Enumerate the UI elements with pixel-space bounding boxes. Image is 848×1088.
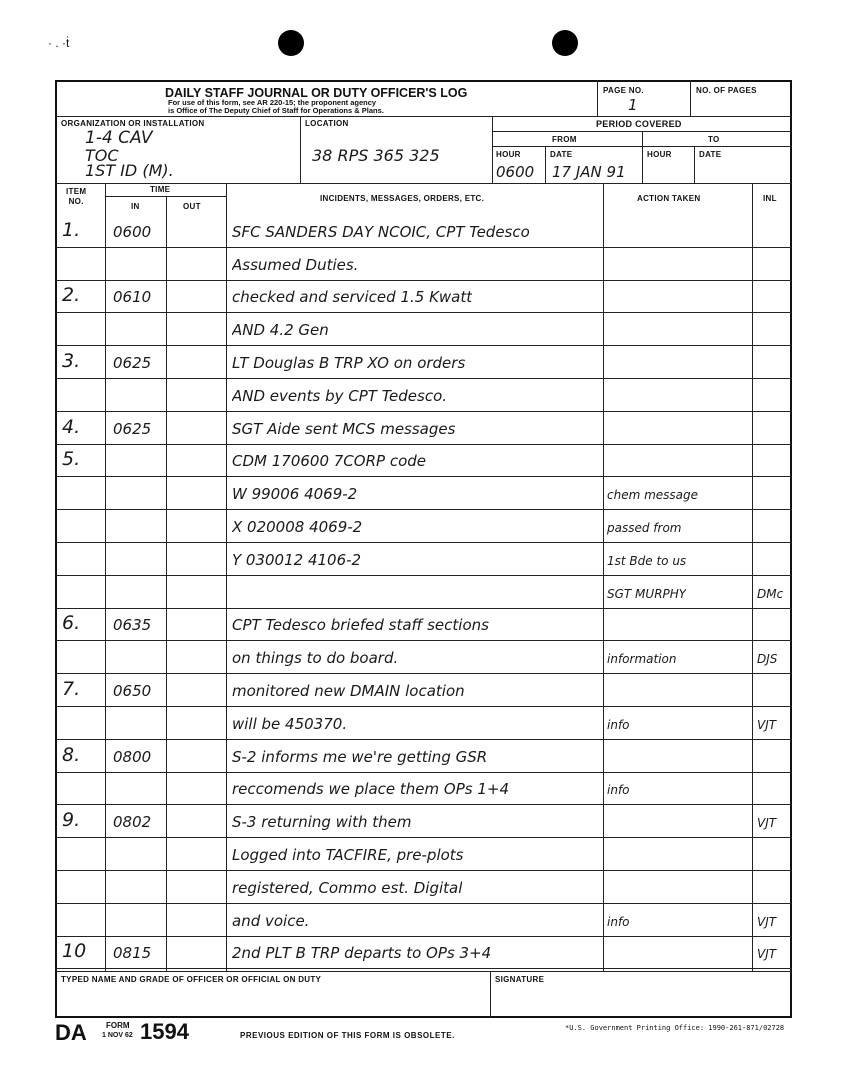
row-incident-text: Y 030012 4106-2	[232, 550, 362, 569]
row-time-in: 0815	[113, 944, 152, 963]
to-date-label: DATE	[699, 150, 722, 159]
row-item-no: 6.	[62, 612, 81, 635]
corner-marks: · . ·ṫ	[48, 36, 70, 50]
org-line-1: 1-4 CAV	[85, 128, 153, 148]
row-item-no: 2.	[62, 284, 81, 307]
col-in: IN	[131, 202, 140, 211]
row-incident-text: S-2 informs me we're getting GSR	[232, 747, 488, 766]
gpo-imprint: *U.S. Government Printing Office: 1990-261-871/02728	[565, 1024, 785, 1032]
row-incident-text: AND events by CPT Tedesco.	[232, 386, 448, 405]
row-incident-text: S-3 returning with them	[232, 813, 412, 832]
from-date-label: DATE	[550, 150, 573, 159]
signature-label: SIGNATURE	[495, 975, 545, 984]
row-item-no: 10	[62, 940, 87, 963]
form-subtitle-1: For use of this form, see AR 220-15; the proponent agency	[168, 98, 377, 107]
row-time-in: 0635	[113, 616, 152, 635]
to-label: TO	[708, 135, 720, 144]
row-item-no: 5.	[62, 448, 81, 471]
col-item-no	[66, 187, 86, 207]
form-word: FORM	[106, 1021, 130, 1030]
form-number: 1594	[140, 1019, 189, 1044]
col-item-label: ITEM NO.	[66, 187, 87, 206]
row-incident-text: will be 450370.	[232, 714, 348, 733]
org-line-2: TOC	[85, 146, 119, 165]
row-incident-text: reccomends we place them OPs 1+4	[232, 780, 509, 799]
row-action-taken: info	[607, 717, 630, 732]
row-incident-text: Logged into TACFIRE, pre-plots	[232, 846, 464, 864]
row-action-taken: chem message	[607, 488, 699, 503]
row-item-no: 9.	[62, 809, 81, 832]
row-item-no: 8.	[62, 743, 81, 766]
row-time-in: 0650	[113, 682, 152, 700]
col-out: OUT	[183, 202, 201, 211]
row-incident-text: SFC SANDERS DAY NCOIC, CPT Tedesco	[232, 222, 530, 241]
row-incident-text: W 99006 4069-2	[232, 485, 358, 504]
row-incident-text: 2nd PLT B TRP departs to OPs 3+4	[232, 944, 492, 963]
row-action-taken: 1st Bde to us	[607, 553, 687, 568]
row-incident-text: CDM 170600 7CORP code	[232, 452, 426, 471]
no-of-pages-label: NO. OF PAGES	[696, 86, 757, 95]
row-item-no: 4.	[62, 415, 81, 438]
row-item-no: 7.	[62, 678, 81, 700]
row-time-in: 0610	[113, 288, 152, 307]
form-subtitle-2: is Office of The Deputy Chief of Staff for Operations & Plans.	[168, 106, 384, 115]
col-action: ACTION TAKEN	[637, 194, 701, 203]
row-incident-text: LT Douglas B TRP XO on orders	[232, 354, 466, 372]
row-item-no: 1.	[62, 218, 81, 241]
period-covered-label: PERIOD COVERED	[596, 119, 682, 129]
to-hour-label: HOUR	[647, 150, 672, 159]
col-inl: INL	[763, 194, 777, 203]
typed-name-label: TYPED NAME AND GRADE OF OFFICER OR OFFICIAL ON DUTY	[61, 975, 322, 984]
from-hour-value: 0600	[496, 163, 535, 181]
row-initials: VJT	[757, 914, 777, 929]
row-time-in: 0625	[113, 354, 152, 372]
from-hour-label: HOUR	[496, 150, 521, 159]
row-action-taken: info	[607, 783, 630, 798]
row-action-taken: passed from	[607, 521, 682, 535]
row-incident-text: SGT Aide sent MCS messages	[232, 419, 456, 438]
form-prefix: DA	[55, 1020, 87, 1045]
form-date: 1 NOV 62	[102, 1032, 133, 1039]
row-item-no: 3.	[62, 350, 81, 372]
col-time: TIME	[150, 185, 171, 194]
row-initials: DJS	[757, 652, 778, 667]
col-incidents: INCIDENTS, MESSAGES, ORDERS, ETC.	[320, 194, 485, 203]
row-initials: VJT	[757, 816, 777, 831]
location-label: LOCATION	[305, 119, 349, 128]
row-initials: VJT	[757, 947, 777, 962]
punch-hole-right	[552, 30, 578, 56]
row-time-in: 0600	[113, 222, 152, 241]
form-title: DAILY STAFF JOURNAL OR DUTY OFFICER'S LOG	[165, 86, 468, 100]
row-incident-text: X 020008 4069-2	[232, 518, 363, 536]
previous-edition: PREVIOUS EDITION OF THIS FORM IS OBSOLETE.	[240, 1031, 455, 1040]
row-action-taken: info	[607, 914, 630, 929]
punch-hole-left	[278, 30, 304, 56]
org-line-3: 1ST ID (M).	[85, 161, 174, 180]
page-no-label: PAGE NO.	[603, 86, 644, 95]
row-action-taken: SGT MURPHY	[607, 586, 687, 601]
row-incident-text: and voice.	[232, 911, 310, 930]
row-time-in: 0802	[113, 813, 152, 832]
from-date-value: 17 JAN 91	[552, 163, 626, 181]
row-incident-text: monitored new DMAIN location	[232, 682, 465, 700]
location-value: 38 RPS 365 325	[312, 146, 440, 165]
row-time-in: 0800	[113, 747, 152, 766]
row-initials: DMc	[757, 586, 784, 601]
org-label: ORGANIZATION OR INSTALLATION	[61, 119, 205, 128]
row-time-in: 0625	[113, 419, 152, 438]
row-action-taken: information	[607, 652, 677, 667]
row-incident-text: AND 4.2 Gen	[232, 321, 329, 340]
row-incident-text: checked and serviced 1.5 Kwatt	[232, 288, 473, 307]
from-label: FROM	[552, 135, 577, 144]
row-incident-text: CPT Tedesco briefed staff sections	[232, 616, 489, 635]
row-initials: VJT	[757, 717, 777, 732]
row-incident-text: on things to do board.	[232, 649, 399, 668]
row-incident-text: Assumed Duties.	[232, 255, 359, 274]
row-incident-text: registered, Commo est. Digital	[232, 878, 463, 897]
page-no-value: 1	[628, 96, 638, 114]
